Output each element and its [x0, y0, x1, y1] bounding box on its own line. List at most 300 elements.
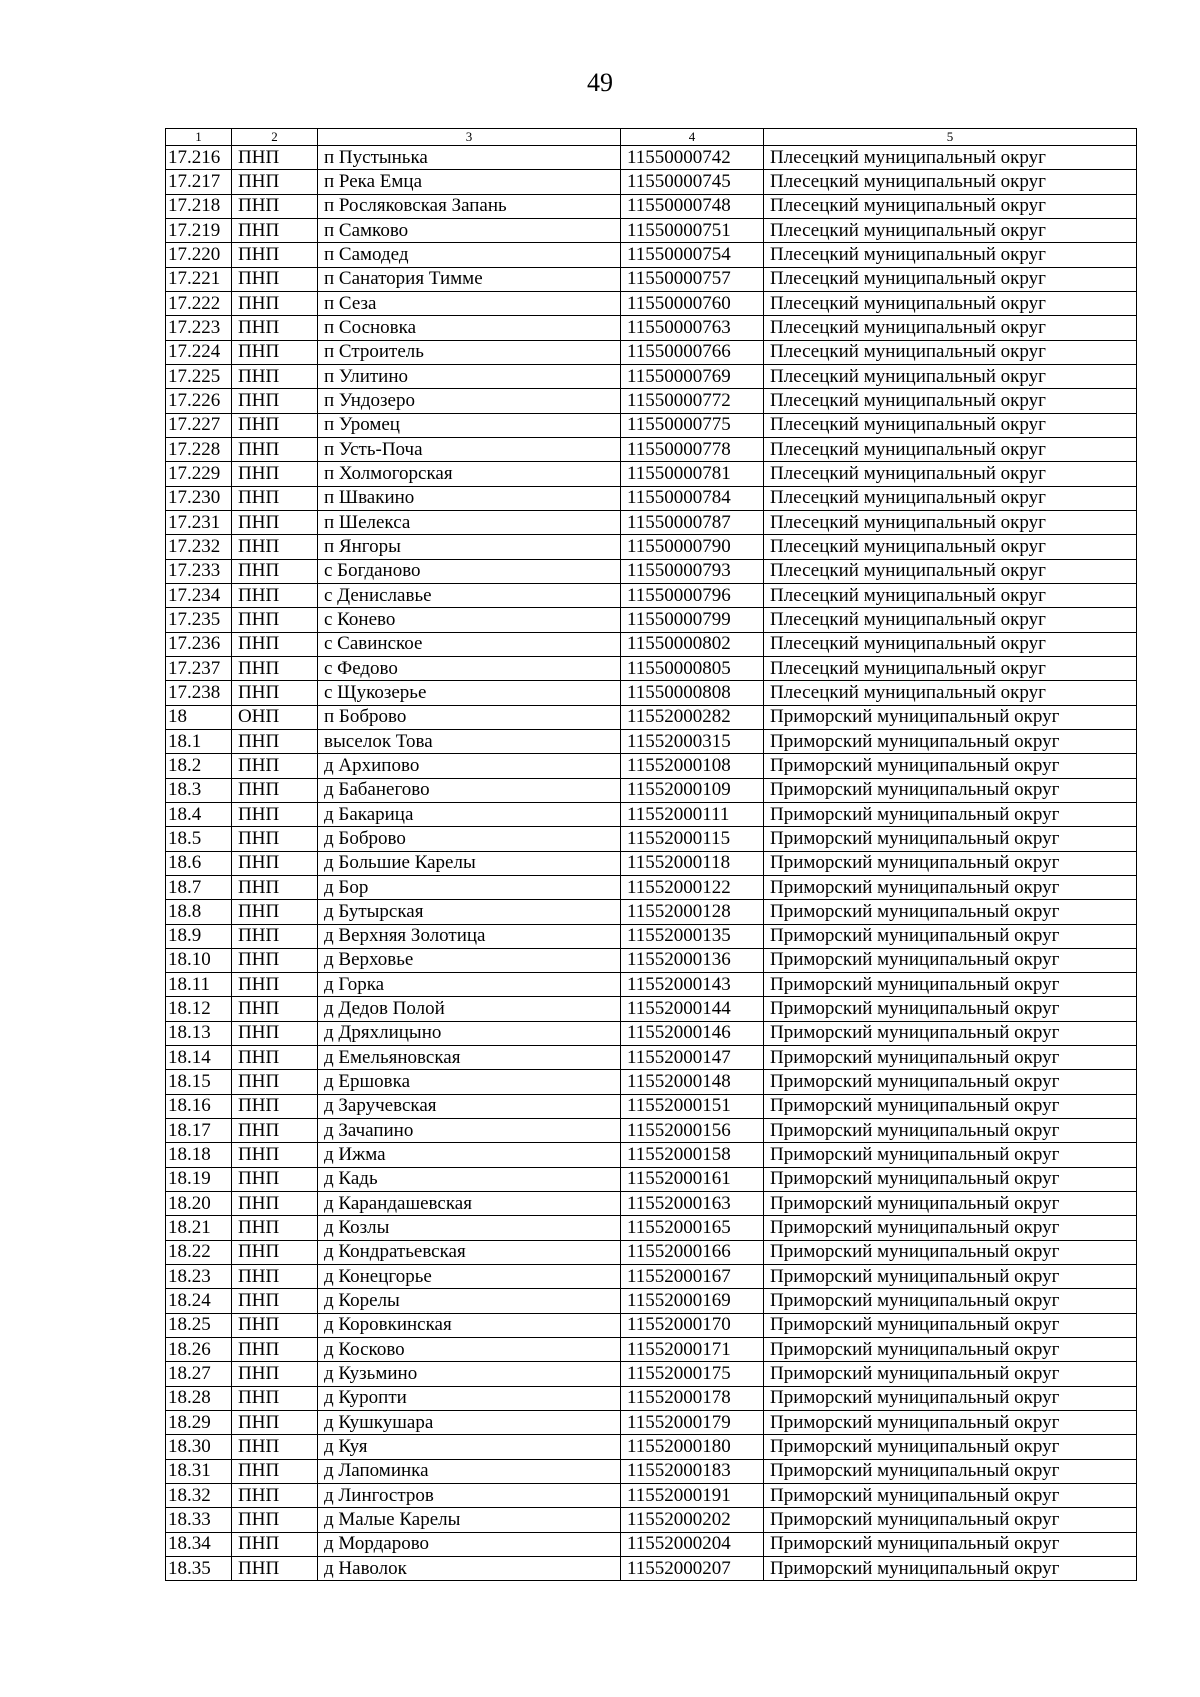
- row-number-cell: 17.235: [166, 608, 232, 632]
- row-number-cell: 18.29: [166, 1411, 232, 1435]
- settlement-name-cell: п Санатория Тимме: [318, 267, 621, 291]
- table-row: [166, 1070, 1137, 1094]
- row-number-cell: 18.30: [166, 1435, 232, 1459]
- row-number-cell: 18.32: [166, 1484, 232, 1508]
- type-cell: ПНП: [232, 1216, 318, 1240]
- district-cell: Приморский муниципальный округ: [764, 1167, 1137, 1191]
- type-cell: ОНП: [232, 705, 318, 729]
- district-cell: Плесецкий муниципальный округ: [764, 462, 1137, 486]
- district-cell: Плесецкий муниципальный округ: [764, 681, 1137, 705]
- table-row: [166, 924, 1137, 948]
- type-cell: ПНП: [232, 827, 318, 851]
- code-cell: 11550000775: [621, 413, 764, 437]
- table-row: [166, 267, 1137, 291]
- row-number-cell: 17.229: [166, 462, 232, 486]
- type-cell: ПНП: [232, 583, 318, 607]
- district-cell: Плесецкий муниципальный округ: [764, 291, 1137, 315]
- table-row: [166, 1557, 1137, 1581]
- settlement-name-cell: д Кадь: [318, 1167, 621, 1191]
- district-cell: Приморский муниципальный округ: [764, 1021, 1137, 1045]
- table-row: [166, 583, 1137, 607]
- district-cell: Плесецкий муниципальный округ: [764, 146, 1137, 170]
- code-cell: 11552000147: [621, 1046, 764, 1070]
- code-cell: 11552000171: [621, 1338, 764, 1362]
- type-cell: ПНП: [232, 1167, 318, 1191]
- table-row: [166, 632, 1137, 656]
- table-row: [166, 291, 1137, 315]
- district-cell: Приморский муниципальный округ: [764, 973, 1137, 997]
- district-cell: Приморский муниципальный округ: [764, 1192, 1137, 1216]
- settlement-name-cell: п Пустынька: [318, 146, 621, 170]
- type-cell: ПНП: [232, 146, 318, 170]
- row-number-cell: 18.21: [166, 1216, 232, 1240]
- row-number-cell: 18.12: [166, 997, 232, 1021]
- code-cell: 11552000143: [621, 973, 764, 997]
- code-cell: 11552000183: [621, 1459, 764, 1483]
- district-cell: Приморский муниципальный округ: [764, 1216, 1137, 1240]
- type-cell: ПНП: [232, 1265, 318, 1289]
- column-header-4: 4: [621, 129, 764, 146]
- row-number-cell: 18.10: [166, 948, 232, 972]
- row-number-cell: 17.220: [166, 243, 232, 267]
- row-number-cell: 18.25: [166, 1313, 232, 1337]
- code-cell: 11552000170: [621, 1313, 764, 1337]
- table-row: [166, 1362, 1137, 1386]
- district-cell: Приморский муниципальный округ: [764, 1532, 1137, 1556]
- table-row: [166, 948, 1137, 972]
- table-row: [166, 194, 1137, 218]
- settlement-name-cell: д Боброво: [318, 827, 621, 851]
- code-cell: 11550000787: [621, 510, 764, 534]
- code-cell: 11550000763: [621, 316, 764, 340]
- code-cell: 11552000180: [621, 1435, 764, 1459]
- table-row: [166, 1289, 1137, 1313]
- code-cell: 11552000204: [621, 1532, 764, 1556]
- code-cell: 11550000799: [621, 608, 764, 632]
- code-cell: 11552000148: [621, 1070, 764, 1094]
- code-cell: 11550000784: [621, 486, 764, 510]
- settlement-name-cell: д Заручевская: [318, 1094, 621, 1118]
- row-number-cell: 18.17: [166, 1119, 232, 1143]
- type-cell: ПНП: [232, 316, 318, 340]
- type-cell: ПНП: [232, 1313, 318, 1337]
- settlement-name-cell: д Архипово: [318, 754, 621, 778]
- row-number-cell: 18.23: [166, 1265, 232, 1289]
- table-row: [166, 1216, 1137, 1240]
- code-cell: 11550000766: [621, 340, 764, 364]
- district-cell: Плесецкий муниципальный округ: [764, 243, 1137, 267]
- district-cell: Плесецкий муниципальный округ: [764, 656, 1137, 680]
- table-row: [166, 462, 1137, 486]
- settlement-name-cell: п Река Емца: [318, 170, 621, 194]
- type-cell: ПНП: [232, 997, 318, 1021]
- settlement-name-cell: выселок Това: [318, 729, 621, 753]
- type-cell: ПНП: [232, 218, 318, 242]
- table-row: [166, 146, 1137, 170]
- settlement-name-cell: с Савинское: [318, 632, 621, 656]
- row-number-cell: 17.218: [166, 194, 232, 218]
- type-cell: ПНП: [232, 1459, 318, 1483]
- table-row: [166, 1338, 1137, 1362]
- code-cell: 11550000751: [621, 218, 764, 242]
- row-number-cell: 18.1: [166, 729, 232, 753]
- settlement-name-cell: п Холмогорская: [318, 462, 621, 486]
- table-row: [166, 681, 1137, 705]
- row-number-cell: 18.34: [166, 1532, 232, 1556]
- table-row: [166, 316, 1137, 340]
- district-cell: Приморский муниципальный округ: [764, 1313, 1137, 1337]
- type-cell: ПНП: [232, 413, 318, 437]
- code-cell: 11552000111: [621, 802, 764, 826]
- row-number-cell: 17.237: [166, 656, 232, 680]
- type-cell: ПНП: [232, 170, 318, 194]
- column-header-5: 5: [764, 129, 1137, 146]
- settlement-name-cell: д Малые Карелы: [318, 1508, 621, 1532]
- type-cell: ПНП: [232, 681, 318, 705]
- district-cell: Плесецкий муниципальный округ: [764, 194, 1137, 218]
- code-cell: 11550000802: [621, 632, 764, 656]
- table-row: [166, 510, 1137, 534]
- row-number-cell: 17.231: [166, 510, 232, 534]
- settlement-name-cell: д Дедов Полой: [318, 997, 621, 1021]
- district-cell: Приморский муниципальный округ: [764, 997, 1137, 1021]
- table-row: [166, 729, 1137, 753]
- code-cell: 11550000772: [621, 389, 764, 413]
- settlement-name-cell: д Карандашевская: [318, 1192, 621, 1216]
- type-cell: ПНП: [232, 1386, 318, 1410]
- table-row: [166, 1508, 1137, 1532]
- district-cell: Приморский муниципальный округ: [764, 1094, 1137, 1118]
- district-cell: Приморский муниципальный округ: [764, 1046, 1137, 1070]
- settlement-name-cell: п Боброво: [318, 705, 621, 729]
- settlement-name-cell: д Мордарово: [318, 1532, 621, 1556]
- district-cell: Приморский муниципальный округ: [764, 1070, 1137, 1094]
- row-number-cell: 18.20: [166, 1192, 232, 1216]
- table-row: [166, 1386, 1137, 1410]
- row-number-cell: 18.24: [166, 1289, 232, 1313]
- type-cell: ПНП: [232, 1192, 318, 1216]
- column-header-2: 2: [232, 129, 318, 146]
- code-cell: 11552000144: [621, 997, 764, 1021]
- table-row: [166, 802, 1137, 826]
- column-header-3: 3: [318, 129, 621, 146]
- settlement-name-cell: д Верховье: [318, 948, 621, 972]
- row-number-cell: 17.217: [166, 170, 232, 194]
- code-cell: 11552000169: [621, 1289, 764, 1313]
- row-number-cell: 17.228: [166, 437, 232, 461]
- district-cell: Плесецкий муниципальный округ: [764, 632, 1137, 656]
- district-cell: Плесецкий муниципальный округ: [764, 316, 1137, 340]
- district-cell: Приморский муниципальный округ: [764, 1411, 1137, 1435]
- type-cell: ПНП: [232, 948, 318, 972]
- code-cell: 11552000282: [621, 705, 764, 729]
- code-cell: 11552000118: [621, 851, 764, 875]
- type-cell: ПНП: [232, 437, 318, 461]
- settlement-name-cell: д Бутырская: [318, 900, 621, 924]
- code-cell: 11552000166: [621, 1240, 764, 1264]
- settlement-name-cell: д Большие Карелы: [318, 851, 621, 875]
- district-cell: Приморский муниципальный округ: [764, 948, 1137, 972]
- district-cell: Плесецкий муниципальный округ: [764, 218, 1137, 242]
- row-number-cell: 18.22: [166, 1240, 232, 1264]
- settlement-name-cell: д Конецгорье: [318, 1265, 621, 1289]
- row-number-cell: 17.225: [166, 364, 232, 388]
- settlements-table: [165, 128, 1137, 1581]
- table-row: [166, 851, 1137, 875]
- table-row: [166, 364, 1137, 388]
- table-row: [166, 1484, 1137, 1508]
- district-cell: Приморский муниципальный округ: [764, 924, 1137, 948]
- code-cell: 11552000146: [621, 1021, 764, 1045]
- type-cell: ПНП: [232, 1411, 318, 1435]
- row-number-cell: 18.3: [166, 778, 232, 802]
- table-row: [166, 1046, 1137, 1070]
- row-number-cell: 18.28: [166, 1386, 232, 1410]
- table-row: [166, 1021, 1137, 1045]
- row-number-cell: 17.223: [166, 316, 232, 340]
- type-cell: ПНП: [232, 1435, 318, 1459]
- table-row: [166, 1411, 1137, 1435]
- row-number-cell: 18.14: [166, 1046, 232, 1070]
- table-row: [166, 486, 1137, 510]
- settlement-name-cell: п Сеза: [318, 291, 621, 315]
- code-cell: 11552000175: [621, 1362, 764, 1386]
- settlement-name-cell: д Корелы: [318, 1289, 621, 1313]
- type-cell: ПНП: [232, 194, 318, 218]
- type-cell: ПНП: [232, 1021, 318, 1045]
- district-cell: Приморский муниципальный округ: [764, 1265, 1137, 1289]
- district-cell: Приморский муниципальный округ: [764, 729, 1137, 753]
- settlement-name-cell: п Швакино: [318, 486, 621, 510]
- page-number: 49: [587, 68, 613, 97]
- table-row: [166, 656, 1137, 680]
- type-cell: ПНП: [232, 389, 318, 413]
- row-number-cell: 18.31: [166, 1459, 232, 1483]
- code-cell: 11552000163: [621, 1192, 764, 1216]
- settlement-name-cell: с Щукозерье: [318, 681, 621, 705]
- settlement-name-cell: с Богданово: [318, 559, 621, 583]
- settlement-name-cell: п Росляковская Запань: [318, 194, 621, 218]
- row-number-cell: 18.18: [166, 1143, 232, 1167]
- table-row: [166, 1167, 1137, 1191]
- type-cell: ПНП: [232, 510, 318, 534]
- district-cell: Приморский муниципальный округ: [764, 802, 1137, 826]
- row-number-cell: 17.236: [166, 632, 232, 656]
- code-cell: 11552000202: [621, 1508, 764, 1532]
- code-cell: 11552000109: [621, 778, 764, 802]
- district-cell: Плесецкий муниципальный округ: [764, 535, 1137, 559]
- type-cell: ПНП: [232, 973, 318, 997]
- table-row: [166, 559, 1137, 583]
- type-cell: ПНП: [232, 1070, 318, 1094]
- type-cell: ПНП: [232, 364, 318, 388]
- code-cell: 11552000167: [621, 1265, 764, 1289]
- row-number-cell: 18.11: [166, 973, 232, 997]
- type-cell: ПНП: [232, 1119, 318, 1143]
- code-cell: 11552000151: [621, 1094, 764, 1118]
- row-number-cell: 18.15: [166, 1070, 232, 1094]
- code-cell: 11552000135: [621, 924, 764, 948]
- code-cell: 11552000161: [621, 1167, 764, 1191]
- table-row: [166, 170, 1137, 194]
- settlement-name-cell: д Косково: [318, 1338, 621, 1362]
- type-cell: ПНП: [232, 1484, 318, 1508]
- table-row: [166, 1435, 1137, 1459]
- table-row: [166, 973, 1137, 997]
- table-row: [166, 900, 1137, 924]
- code-cell: 11550000796: [621, 583, 764, 607]
- row-number-cell: 17.232: [166, 535, 232, 559]
- district-cell: Плесецкий муниципальный округ: [764, 559, 1137, 583]
- type-cell: ПНП: [232, 1240, 318, 1264]
- code-cell: 11552000128: [621, 900, 764, 924]
- type-cell: ПНП: [232, 1508, 318, 1532]
- district-cell: Приморский муниципальный округ: [764, 1338, 1137, 1362]
- type-cell: ПНП: [232, 802, 318, 826]
- district-cell: Плесецкий муниципальный округ: [764, 389, 1137, 413]
- table-row: [166, 413, 1137, 437]
- type-cell: ПНП: [232, 340, 318, 364]
- settlement-name-cell: д Лапоминка: [318, 1459, 621, 1483]
- district-cell: Приморский муниципальный округ: [764, 900, 1137, 924]
- type-cell: ПНП: [232, 486, 318, 510]
- code-cell: 11550000760: [621, 291, 764, 315]
- row-number-cell: 17.233: [166, 559, 232, 583]
- district-cell: Приморский муниципальный округ: [764, 1289, 1137, 1313]
- type-cell: ПНП: [232, 291, 318, 315]
- code-cell: 11552000158: [621, 1143, 764, 1167]
- district-cell: Приморский муниципальный округ: [764, 851, 1137, 875]
- district-cell: Приморский муниципальный округ: [764, 1459, 1137, 1483]
- row-number-cell: 18.16: [166, 1094, 232, 1118]
- settlement-name-cell: д Ершовка: [318, 1070, 621, 1094]
- settlement-name-cell: д Кушкушара: [318, 1411, 621, 1435]
- code-cell: 11552000207: [621, 1557, 764, 1581]
- settlement-name-cell: п Самково: [318, 218, 621, 242]
- row-number-cell: 17.216: [166, 146, 232, 170]
- type-cell: ПНП: [232, 656, 318, 680]
- row-number-cell: 17.222: [166, 291, 232, 315]
- row-number-cell: 17.219: [166, 218, 232, 242]
- row-number-cell: 18.13: [166, 1021, 232, 1045]
- district-cell: Плесецкий муниципальный округ: [764, 340, 1137, 364]
- type-cell: ПНП: [232, 924, 318, 948]
- type-cell: ПНП: [232, 1046, 318, 1070]
- code-cell: 11552000315: [621, 729, 764, 753]
- row-number-cell: 18.27: [166, 1362, 232, 1386]
- district-cell: Приморский муниципальный округ: [764, 1435, 1137, 1459]
- table-body: [166, 146, 1137, 1581]
- district-cell: Плесецкий муниципальный округ: [764, 608, 1137, 632]
- table-row: [166, 778, 1137, 802]
- table-row: [166, 1143, 1137, 1167]
- district-cell: Плесецкий муниципальный округ: [764, 486, 1137, 510]
- settlement-name-cell: д Куропти: [318, 1386, 621, 1410]
- table-row: [166, 1313, 1137, 1337]
- code-cell: 11552000136: [621, 948, 764, 972]
- district-cell: Плесецкий муниципальный округ: [764, 267, 1137, 291]
- table-row: [166, 705, 1137, 729]
- code-cell: 11550000757: [621, 267, 764, 291]
- type-cell: ПНП: [232, 1143, 318, 1167]
- code-cell: 11552000165: [621, 1216, 764, 1240]
- table-header: [166, 129, 1137, 146]
- district-cell: Приморский муниципальный округ: [764, 1386, 1137, 1410]
- row-number-cell: 18.4: [166, 802, 232, 826]
- settlement-name-cell: п Улитино: [318, 364, 621, 388]
- table-row: [166, 1119, 1137, 1143]
- table-header-row: [166, 129, 1137, 146]
- row-number-cell: 18.19: [166, 1167, 232, 1191]
- code-cell: 11552000179: [621, 1411, 764, 1435]
- district-cell: Приморский муниципальный округ: [764, 778, 1137, 802]
- table-row: [166, 997, 1137, 1021]
- code-cell: 11550000748: [621, 194, 764, 218]
- row-number-cell: 17.221: [166, 267, 232, 291]
- type-cell: ПНП: [232, 729, 318, 753]
- code-cell: 11550000808: [621, 681, 764, 705]
- settlement-name-cell: д Кондратьевская: [318, 1240, 621, 1264]
- row-number-cell: 17.224: [166, 340, 232, 364]
- settlement-name-cell: д Лингостров: [318, 1484, 621, 1508]
- district-cell: Приморский муниципальный округ: [764, 1484, 1137, 1508]
- settlement-name-cell: д Дряхлицыно: [318, 1021, 621, 1045]
- type-cell: ПНП: [232, 535, 318, 559]
- type-cell: ПНП: [232, 1532, 318, 1556]
- settlement-name-cell: п Строитель: [318, 340, 621, 364]
- type-cell: ПНП: [232, 243, 318, 267]
- row-number-cell: 18.6: [166, 851, 232, 875]
- code-cell: 11550000781: [621, 462, 764, 486]
- table-row: [166, 243, 1137, 267]
- settlement-name-cell: д Куя: [318, 1435, 621, 1459]
- settlement-name-cell: д Коровкинская: [318, 1313, 621, 1337]
- type-cell: ПНП: [232, 900, 318, 924]
- type-cell: ПНП: [232, 778, 318, 802]
- settlement-name-cell: с Конево: [318, 608, 621, 632]
- table-row: [166, 1240, 1137, 1264]
- type-cell: ПНП: [232, 1289, 318, 1313]
- type-cell: ПНП: [232, 1362, 318, 1386]
- district-cell: Плесецкий муниципальный округ: [764, 364, 1137, 388]
- row-number-cell: 18.9: [166, 924, 232, 948]
- table-row: [166, 1265, 1137, 1289]
- district-cell: Плесецкий муниципальный округ: [764, 413, 1137, 437]
- table-row: [166, 875, 1137, 899]
- type-cell: ПНП: [232, 632, 318, 656]
- code-cell: 11552000178: [621, 1386, 764, 1410]
- type-cell: ПНП: [232, 267, 318, 291]
- code-cell: 11552000122: [621, 875, 764, 899]
- settlement-name-cell: п Ундозеро: [318, 389, 621, 413]
- row-number-cell: 18.35: [166, 1557, 232, 1581]
- settlement-name-cell: п Сосновка: [318, 316, 621, 340]
- settlement-name-cell: д Ижма: [318, 1143, 621, 1167]
- district-cell: Плесецкий муниципальный округ: [764, 170, 1137, 194]
- row-number-cell: 18.5: [166, 827, 232, 851]
- settlement-name-cell: с Федово: [318, 656, 621, 680]
- district-cell: Плесецкий муниципальный округ: [764, 583, 1137, 607]
- district-cell: Приморский муниципальный округ: [764, 875, 1137, 899]
- settlement-name-cell: д Горка: [318, 973, 621, 997]
- settlement-name-cell: п Янгоры: [318, 535, 621, 559]
- settlement-name-cell: п Самодед: [318, 243, 621, 267]
- table-row: [166, 437, 1137, 461]
- settlement-name-cell: д Емельяновская: [318, 1046, 621, 1070]
- type-cell: ПНП: [232, 851, 318, 875]
- code-cell: 11550000790: [621, 535, 764, 559]
- table-row: [166, 754, 1137, 778]
